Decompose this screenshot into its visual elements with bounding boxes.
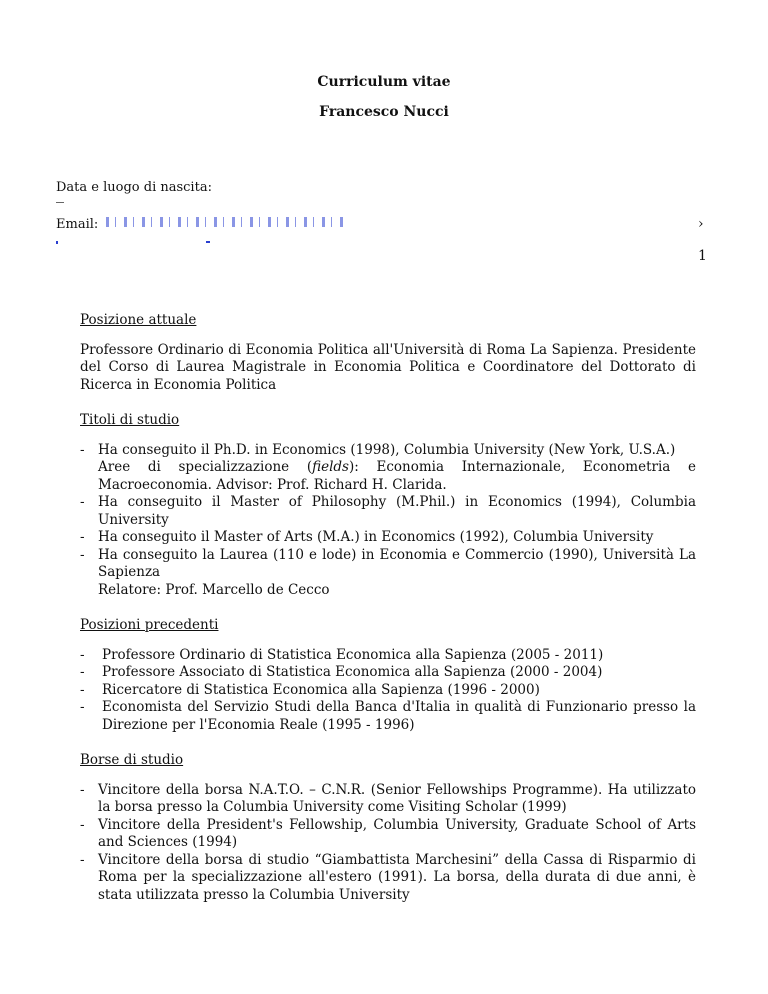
degree-text: Ha conseguito il Master of Philosophy (M.Phil.) in Economics (1994), Columbia University — [98, 494, 696, 528]
section-degrees — [80, 412, 696, 599]
section-heading: Borse di studio — [80, 752, 184, 768]
cv-body — [80, 312, 696, 922]
previous-positions-list — [80, 647, 696, 735]
person-name: Francesco Nucci — [319, 104, 449, 120]
margin-mark: › — [698, 216, 704, 232]
section-scholarships — [80, 752, 696, 904]
section-current-position — [80, 312, 696, 394]
email-link-redacted[interactable] — [106, 217, 346, 227]
bullet: - — [80, 851, 85, 868]
scholarship-text: Vincitore della President's Fellowship, Columbia University, Graduate School of Arts and Sciences (1994) — [98, 816, 696, 850]
subtext-emphasis: fields — [312, 459, 349, 475]
section-previous-positions — [80, 617, 696, 734]
subtext-part: ): Economia Internazionale, Econometria e Macroeconomia. Advisor: Prof. Richard H. Clarida. — [98, 459, 696, 493]
list-item — [80, 782, 696, 817]
list-item — [80, 529, 696, 547]
scholarships-list — [80, 782, 696, 905]
bullet: - — [80, 494, 85, 510]
position-text: Professore Ordinario di Statistica Economica alla Sapienza (2005 - 2011) — [102, 646, 604, 663]
degrees-list — [80, 442, 696, 600]
degree-text: Ha conseguito la Laurea (110 e lode) in Economia e Commercio (1990), Università La Sapienza — [98, 546, 696, 580]
degree-subtext — [98, 459, 696, 494]
bullet: - — [80, 664, 85, 680]
section-heading: Posizione attuale — [80, 312, 197, 328]
bullet: - — [80, 816, 85, 833]
list-item — [80, 647, 696, 665]
bullet: - — [80, 441, 85, 458]
bullet: - — [80, 546, 85, 563]
list-item — [80, 547, 696, 600]
degree-text: Ha conseguito il Master of Arts (M.A.) in Economics (1992), Columbia University — [98, 529, 654, 545]
degree-text: Ha conseguito il Ph.D. in Economics (1998), Columbia University (New York, U.S.A.) — [98, 441, 676, 458]
list-item — [80, 664, 696, 682]
list-item — [80, 494, 696, 529]
scholarship-text: Vincitore della borsa N.A.T.O. – C.N.R. (Senior Fellowships Programme). Ha utilizzato la borsa presso la Columbia University come Visiting Scholar (1999) — [98, 781, 696, 815]
birth-label: Data e luogo di nascita: — [56, 180, 212, 195]
section-heading: Posizioni precedenti — [80, 617, 219, 633]
position-text: Economista del Servizio Studi della Banca d'Italia in qualità di Funzionario presso la Direzione per l'Economia Reale (1995 - 1996) — [102, 699, 696, 733]
redacted-mark — [56, 241, 58, 244]
bullet: - — [80, 681, 85, 698]
scholarship-text: Vincitore della borsa di studio “Giambattista Marchesini” della Cassa di Risparmio di Roma per la specializzazione all'estero (1991). La borsa, della durata di due anni, è stata utilizzata presso la Columbia University — [98, 851, 696, 903]
bullet: - — [80, 699, 85, 715]
section-heading: Titoli di studio — [80, 412, 180, 428]
redacted-mark — [56, 202, 64, 206]
degree-subtext: Relatore: Prof. Marcello de Cecco — [98, 581, 330, 598]
subtext-part: Aree di specializzazione ( — [98, 459, 313, 475]
position-text: Ricercatore di Statistica Economica alla Sapienza (1996 - 2000) — [102, 681, 540, 698]
bullet: - — [80, 529, 85, 545]
current-position-text: Professore Ordinario di Economia Politica all'Università di Roma La Sapienza. Presidente del Corso di Laurea Magistrale in Economia Politica e Coordinatore del Dottorato di Ricerca in Economia Politica — [80, 341, 696, 393]
position-text: Professore Associato di Statistica Economica alla Sapienza (2000 - 2004) — [102, 664, 603, 680]
list-item — [80, 682, 696, 700]
list-item — [80, 699, 696, 734]
redacted-mark — [206, 241, 210, 243]
page-number: 1 — [698, 248, 707, 264]
email-label: Email: — [56, 217, 99, 232]
list-item — [80, 852, 696, 905]
bullet: - — [80, 646, 85, 663]
list-item — [80, 442, 696, 495]
list-item — [80, 817, 696, 852]
bullet: - — [80, 781, 85, 798]
document-title: Curriculum vitae — [317, 74, 451, 90]
